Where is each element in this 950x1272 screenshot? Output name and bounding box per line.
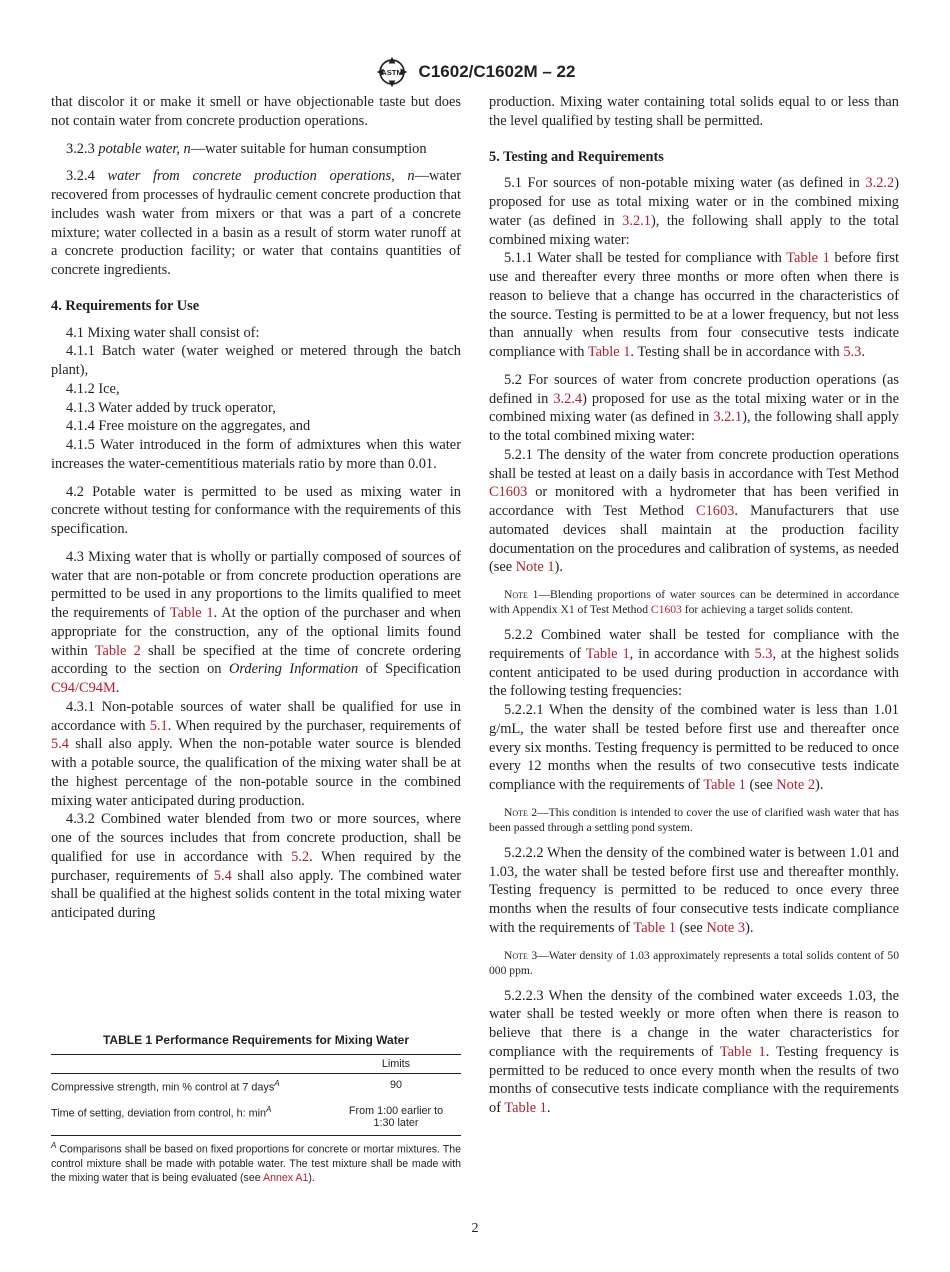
definition-3-2-4: 3.2.4 water from concrete production operations, n—water recovered from processes of hydraulic cement concrete production that includes wash water from mixers or that was a part of a concrete mixture; water collected in a basin as a result of storm water runoff at a concrete production facility; or water that contains quantities of concrete ingredients. — [51, 168, 461, 278]
link-note-1[interactable]: Note 1 — [515, 559, 555, 576]
link-5-3[interactable]: 5.3 — [843, 344, 862, 360]
row-label: Time of setting, deviation from control, h: $\min^A$ — [51, 1100, 331, 1136]
clause-4-1-2: 4.1.2 Ice, — [66, 380, 120, 397]
link-table-1[interactable]: Table 1 — [719, 1043, 766, 1060]
clause-4-1-1: 4.1.1 Batch water (water weighed or metered through the batch plant), — [51, 343, 461, 378]
link-table-2[interactable]: Table 2 — [94, 642, 141, 659]
clause-5-2-2: 5.2.2 Combined water shall be tested for compliance with the requirements of Table 1, in accordance with 5.3, at the highest solids content anticipated to be used during production in accordance with the following testing frequencies: — [489, 627, 900, 700]
note-2: Note 2—This condition is intended to cover the use of clarified wash water that has been passed through a settling pond system. — [489, 805, 899, 834]
link-5-4[interactable]: 5.4 — [213, 867, 232, 884]
table-row — [51, 1100, 461, 1136]
left-column — [51, 93, 461, 923]
link-note-2[interactable]: Note 2 — [776, 777, 816, 793]
link-5-1[interactable]: 5.1 — [149, 717, 168, 734]
clause-5-2-2-1: 5.2.2.1 When the density of the combined water is less than 1.01 g/mL, the water shall be tested before first use and thereafter once every six months. Testing frequency is permitted to be reduced to once every 12 months when the results of two consecutive tests indicate compliance with the requirements of Table 1 (see Note 2). — [489, 702, 899, 793]
link-table-1[interactable]: Table 1 — [633, 919, 676, 936]
row-value: From 1:00 earlier to 1:30 later — [331, 1100, 461, 1136]
link-table-1[interactable]: Table 1 — [703, 777, 746, 793]
definition-3-2-3: 3.2.3 potable water, n—water suitable for human consumption — [66, 140, 427, 157]
link-5-3[interactable]: 5.3 — [754, 645, 773, 662]
right-column — [489, 93, 899, 1118]
link-note-3[interactable]: Note 3 — [706, 919, 746, 936]
table-row — [51, 1074, 461, 1100]
clause-4-1-3: 4.1.3 Water added by truck operator, — [66, 399, 276, 416]
astm-logo-icon — [375, 55, 409, 89]
link-c1603[interactable]: C1603 — [696, 503, 735, 519]
link-table-1[interactable]: Table 1 — [585, 645, 630, 662]
link-3-2-4[interactable]: 3.2.4 — [553, 390, 583, 407]
clause-4-3: 4.3 Mixing water that is wholly or partially composed of sources of water that are non-potable or from concrete production operations are permitted to be used in any proportions to the limits qualified to meet the requirements of Table 1. At the option of the purchaser and when appropriate for the construction, any of the optional limits found within Table 2 shall be specified at the time of concrete ordering according to the section on Ordering Information of Specification C94/C94M. — [51, 548, 462, 696]
link-5-2[interactable]: 5.2 — [291, 848, 310, 865]
link-3-2-2[interactable]: 3.2.2 — [865, 175, 895, 192]
paragraph-continuation: production. Mixing water containing total solids equal to or less than the level qualified by testing shall be permitted. — [489, 94, 899, 129]
link-c1603[interactable]: C1603 — [489, 484, 528, 501]
section-heading-4: 4. Requirements for Use — [51, 297, 200, 314]
table-header-empty — [51, 1055, 331, 1074]
clause-4-3-2: 4.3.2 Combined water blended from two or more sources, where one of the sources includes that from concrete production, shall be qualified for use in accordance with 5.2. When required by the purchaser, requirements of 5.4 shall also apply. The combined water shall be qualified at the highest solids content in the total mixing water anticipated during — [51, 811, 462, 921]
clause-5-1-1: 5.1.1 Water shall be tested for compliance with Table 1 before first use and thereafter every three months or more often when there is reason to believe that a change has occurred in the characteristics of the source. Testing is permitted to be at a lower frequency, but not less than annually when results from four consecutive tests indicate compliance with Table 1. Testing shall be in accordance with 5.3. — [489, 250, 899, 360]
clause-4-3-1: 4.3.1 Non-potable sources of water shall be qualified for use in accordance with 5.1. When required by the purchaser, requirements of 5.4 shall also apply. When the non-potable water source is blended with a potable source, the qualification of the mixing water shall be at the highest percentage of the non-potable source in the combined mixing water anticipated during production. — [51, 698, 462, 809]
clause-5-1: 5.1 For sources of non-potable mixing water (as defined in 3.2.2) proposed for use as total mixing water or in the combined mixing water (as defined in 3.2.1), the following shall apply to the total combined mixing water: — [489, 175, 899, 248]
clause-5-2-2-3: 5.2.2.3 When the density of the combined water exceeds 1.03, the water shall be tested weekly or more often when there is reason to believe that there is a change in the water characteristics for compliance with the requirements of Table 1. Testing frequency is permitted to be reduced to once every month when the results of two months of consecutive tests indicate compliance with the requirements of Table 1. — [489, 987, 900, 1116]
section-heading-5: 5. Testing and Requirements — [489, 148, 664, 165]
svg-text:ASTM: ASTM — [380, 67, 403, 77]
table-footnote: $^A$ Comparisons shall be based on fixed proportions for concrete or mortar mixtures. The control mixture shall be made with potable water. The test mixture shall be made with the mixing water that is being evaluated (see Annex A1). — [51, 1140, 461, 1184]
link-3-2-1[interactable]: 3.2.1 — [622, 212, 651, 229]
table-title: TABLE 1 Performance Requirements for Mixing Water — [102, 1033, 410, 1047]
table-1 — [51, 1033, 461, 1185]
clause-4-1-5: 4.1.5 Water introduced in the form of admixtures when this water increases the water-cementitious materials ratio by more than 0.01. — [51, 437, 461, 472]
clause-5-2: 5.2 For sources of water from concrete production operations (as defined in 3.2.4) proposed for use as the total mixing water or in the combined mixing water (as defined in 3.2.1), the following shall apply to the total combined mixing water: — [489, 371, 899, 444]
link-5-4[interactable]: 5.4 — [51, 736, 69, 753]
clause-4-1: 4.1 Mixing water shall consist of: — [66, 324, 260, 341]
clause-5-2-2-2: 5.2.2.2 When the density of the combined water is between 1.01 and 1.03, the water shall be tested before first use and thereafter monthly. Testing frequency is permitted to be reduced to once every three months when the results of four consecutive tests indicate compliance with the requirements of Table 1 (see Note 3). — [489, 844, 899, 936]
link-annex-a1[interactable]: Annex A1 — [263, 1171, 309, 1184]
link-table-1[interactable]: Table 1 — [169, 605, 214, 621]
link-table-1[interactable]: Table 1 — [786, 250, 830, 267]
note-3: Note 3—Water density of 1.03 approximately represents a total solids content of 50 000 ppm. — [489, 948, 900, 977]
clause-5-2-1: 5.2.1 The density of the water from concrete production operations shall be tested at least on a daily basis in accordance with Test Method C1603 or monitored with a hydrometer that has been verified in accordance with Test Method C1603. Manufacturers that use automated devices shall maintain at the production facility documentation on the procedures and calibration of systems, as needed (see Note 1). — [489, 446, 899, 576]
link-c94[interactable]: C94/C94M — [51, 680, 116, 696]
row-label: Compressive strength, min % control at 7 days$^A$ — [51, 1079, 280, 1094]
link-c1603[interactable]: C1603 — [650, 603, 682, 616]
row-value: 90 — [389, 1079, 402, 1091]
clause-4-1-4: 4.1.4 Free moisture on the aggregates, and — [66, 418, 311, 435]
table-header-limits: Limits — [331, 1055, 461, 1074]
page-number: 2 — [471, 1221, 479, 1236]
link-table-1[interactable]: Table 1 — [504, 1100, 547, 1116]
note-1: Note 1—Blending proportions of water sources can be determined in accordance with Appendix X1 of Test Method C1603 for achieving a target solids content. — [489, 588, 899, 616]
page-header — [0, 55, 950, 89]
paragraph-continuation: that discolor it or make it smell or have objectionable taste but does not contain water from concrete production operations. — [51, 94, 461, 129]
standard-designation: C1602/C1602M – 22 — [418, 62, 576, 81]
requirements-table — [51, 1054, 461, 1136]
clause-4-2: 4.2 Potable water is permitted to be used as mixing water in concrete without testing for conformance with the requirements of this specification. — [51, 483, 461, 537]
link-3-2-1[interactable]: 3.2.1 — [713, 409, 743, 426]
link-table-1[interactable]: Table 1 — [587, 344, 631, 360]
